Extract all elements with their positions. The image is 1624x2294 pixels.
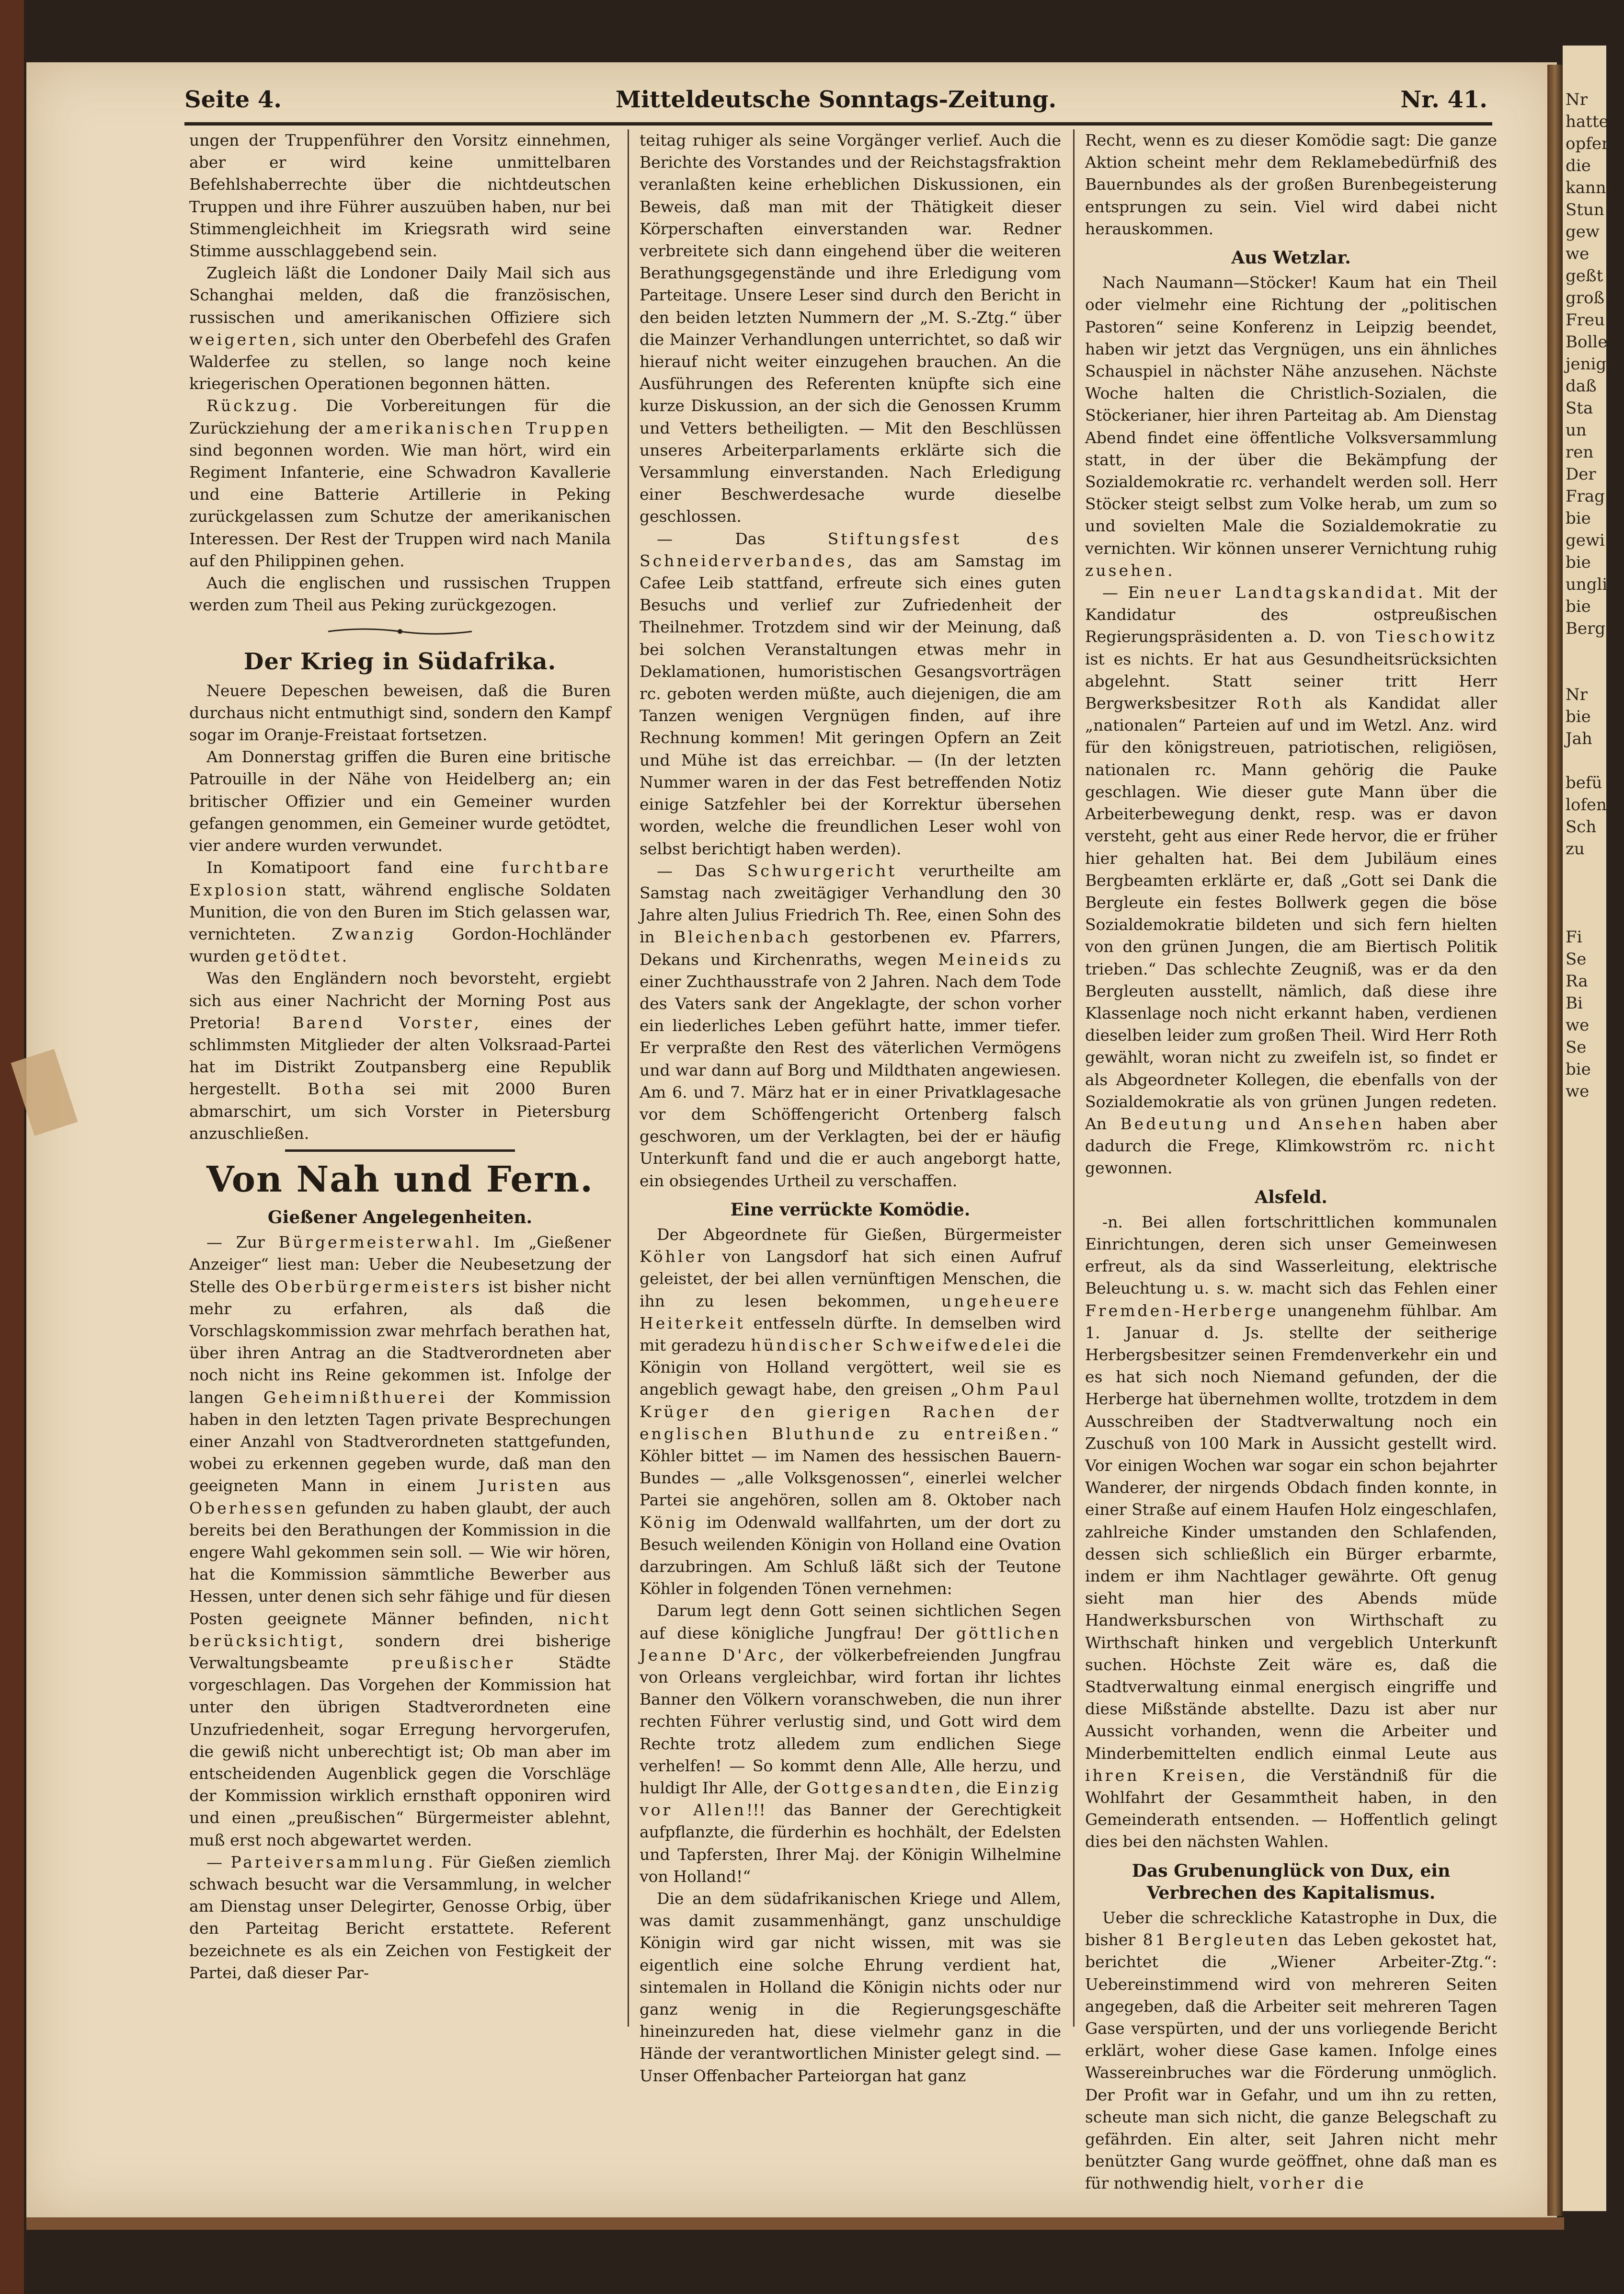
- text-run: von Langsdorf hat sich einen Aufruf geleistet, der bei allen vernünftigen Menschen, die ihn zu lesen bekommen,: [640, 1247, 1061, 1310]
- text-run: , eines der schlimmsten Mitglieder der alten Volksraad-Partei hat im Distrikt Zoutpansberg eine Republik hergestellt.: [189, 1013, 611, 1099]
- adjacent-page-text: bie: [1566, 1060, 1591, 1079]
- text-run: ist es nichts. Er hat aus Gesundheitsrücksichten abgelehnt. Statt seiner tritt Herr Bergwerksbesitzer: [1085, 649, 1497, 713]
- text-run: als Kandidat aller „nationalen“ Parteien auf und im Wetzl. Anz. wird für den königstreuen, patriotischen, religiösen, nationalen rc. Mann gehörig die Pauke geschlagen. Wie dieser gute Mann über die Arbeiterbewegung denkt, resp. was er davon versteht, geht aus einer Rede hervor, die er früher hier gehalten hat. Bei dem Jubiläum eines Bergbeamten erklärte er, daß „Gott sei Dank die Bergleute ein festes Bollwerk gegen die böse Sozialdemokratie bildeten und sich fern hielten von den grünen Jungen, die am Biertisch Politik trieben.“ Das schlechte Zeugniß, was er da den Bergleuten ausstellt, nämlich, daß diese ihre Klassenlage noch nicht erkannt haben, verdienen dieselben leider zum großen Theil. Wird Herr Roth gewählt, woran nicht zu zweifeln ist, so findet er als Abgeordneter Kollegen, die ebenfalls von der Sozialdemokratie als von grünen Jungen redeten. An: [1085, 694, 1497, 1133]
- text-run: der Kommission haben in den letzten Tagen private Besprechungen einer Anzahl von Stadtverordneten stattgefunden, wobei zu erkennen gegeben wurde, daß man den geeigneten Mann in einem: [189, 1388, 611, 1495]
- binding-edge: [1547, 65, 1563, 2216]
- spaced-text: Juristen: [478, 1476, 561, 1495]
- adjacent-page-text: geßt: [1566, 266, 1603, 286]
- section-divider: [285, 1149, 515, 1152]
- adjacent-page-text: jeniger: [1566, 355, 1624, 374]
- text-run: . Die Vorbereitungen für die Zurückziehung der: [189, 396, 611, 437]
- text-run: statt, während englische Soldaten Munition, die von den Buren im Stich gelassen war, vernichteten.: [189, 880, 611, 943]
- text-run: Der Abgeordnete für Gießen, Bürgermeister: [657, 1225, 1061, 1244]
- article-paragraph: Auch die englischen und russischen Truppen werden zum Theil aus Peking zurückgezogen.: [189, 574, 611, 615]
- adjacent-page-text: hatte: [1566, 112, 1609, 131]
- article-paragraph: Am Donnerstag griffen die Buren eine britische Patrouille in der Nähe von Heidelberg an; ein britischer Offizier und ein Gemeiner wurden gefangen genommen, ein Gemeiner wurde getödtet, vier andere wurden verwundet.: [189, 747, 611, 855]
- article-paragraph: Recht, wenn es zu dieser Komödie sagt: Die ganze Aktion scheint mehr dem Reklamebedürfniß des Bauernbundes als der großen Burenbegeisterung entsprungen zu sein. Viel wird dabei nicht herauskommen.: [1085, 131, 1497, 238]
- spaced-text: Meineids: [938, 950, 1031, 969]
- column-separator: [628, 129, 629, 2027]
- page-header: [184, 82, 1487, 121]
- text-run: . Mit der Kandidatur des ostpreußischen Regierungspräsidenten a. D. von: [1085, 583, 1497, 646]
- issue-number: Nr. 41.: [1400, 86, 1487, 113]
- spaced-text: Geheimnißthuerei: [263, 1388, 447, 1407]
- text-run: gestorbenen ev. Pfarrers, Dekans und Kirchenraths, wegen: [640, 928, 1061, 969]
- article-paragraph: [1085, 1907, 1497, 2195]
- spaced-text: Einzig vor Allen: [640, 1778, 1062, 1820]
- adjacent-page-text: Bolle: [1566, 333, 1608, 352]
- binding-background: [0, 0, 24, 2294]
- text-run: sei mit 2000 Buren abmarschirt, um sich Vorster in Pietersburg anzuschließen.: [189, 1079, 611, 1143]
- article-paragraph: [1085, 582, 1497, 1179]
- article-paragraph: teitag ruhiger als seine Vorgänger verlief. Auch die Berichte des Vorstandes und der Reichstagsfraktion veranlaßten keine erheblichen Diskussionen, ein Beweis, daß man mit der Thätigkeit dieser Körperschaften einverstanden war. Redner verbreitete sich dann eingehend über die weiteren Berathungsgegenstände und ihre Erledigung vom Parteitage. Unsere Leser sind durch den Bericht in den beiden letzten Nummern der „M. S.-Ztg.“ über die Mainzer Verhandlungen unterrichtet, so daß wir hierauf nicht weiter einzugehen brauchen. An die Ausführungen des Referenten knüpfte sich eine kurze Diskussion, an der sich die Genossen Krumm und Vetters betheiligten. — Mit den Beschlüssen unseres Arbeiterparlaments erklärte sich die Versammlung einverstanden. Nach Erledigung einer Beschwerdesache wurde dieselbe geschlossen.: [640, 131, 1061, 526]
- article-paragraph: [640, 1600, 1061, 1888]
- text-run: , sondern drei bisherige Verwaltungsbeamte: [189, 1631, 611, 1672]
- text-run: Nach Naumann—Stöcker! Kaum hat ein Theil oder vielmehr eine Richtung der „politischen Pastoren“ seine Konferenz in Leipzig beendet, haben wir jetzt das Vergnügen, uns ein ähnliches Schauspiel in nächster Nähe anzusehen. Nächste Woche halten die Christlich-Sozialen, die Stöckerianer, hier ihren Parteitag ab. Am Dienstag Abend findet eine öffentliche Volksversammlung statt, in der über die Bekämpfung der Sozialdemokratie rc. verhandelt werden soll. Herr Stöcker steigt selbst zum Volke herab, um zum so und sovielten Male die Sozialdemokratie zu vernichten. Wir können unserer Vernichtung ruhig: [1085, 273, 1497, 558]
- article-paragraph: ungen der Truppenführer den Vorsitz einnehmen, aber er wird keine unmittelbaren Befehlshaberrechte über die nichtdeutschen Truppen und ihre Führer auszuüben haben, nur bei Stimmengleichheit im Kriegsrath wird seine Stimme ausschlaggebend sein.: [189, 131, 611, 261]
- spaced-text: amerikanischen Truppen: [354, 418, 611, 437]
- spaced-text: Oberhessen: [189, 1498, 309, 1517]
- adjacent-page-text: Se: [1566, 1038, 1587, 1057]
- adjacent-page-text: Se: [1566, 950, 1587, 969]
- article-paragraph: Neuere Depeschen beweisen, daß die Buren durchaus nicht entmuthigt sind, sondern den Kampf sogar im Oranje-Freistaat fortsetzen.: [189, 681, 611, 745]
- article-paragraph: [189, 262, 611, 395]
- text-run: das Leben gekostet hat, berichtet die „Wiener Arbeiter-Ztg.“: Uebereinstimmend wird von mehreren Seiten angegeben, daß die Arbeiter seit mehreren Tagen Gase verspürten, und der uns vorliegende Bericht erklärt, woher diese Gase kamen. Infolge eines Wassereinbruches war die Förderung unmöglich. Der Profit war in Gefahr, und um ihn zu retten, scheute man sich nicht, die ganze Belegschaft zu gefährden. Ein alter, seit Jahren nicht mehr benützter Gang wurde geöffnet, ohne daß man es für nothwendig hielt,: [1085, 1930, 1497, 2193]
- spaced-text: Bleichenbach: [674, 928, 811, 947]
- adjacent-page-text: kannt: [1566, 178, 1613, 197]
- text-run: Köhler bittet — im Namen des hessischen Bauern-Bundes — „alle Volksgenossen“, einerlei welcher Partei sie angehören, sollen am 8. Oktober nach: [640, 1446, 1061, 1510]
- adjacent-page-text: daß: [1566, 377, 1597, 396]
- adjacent-page-text: zu: [1566, 839, 1585, 859]
- spaced-text: Fremden-Herberge: [1085, 1301, 1279, 1320]
- text-run: , der völkerbefreienden Jungfrau von Orleans vergleichbar, wird fortan ihr lichtes Banner den Völkern voranschweben, die nun ihrer rechten Führer verlustig sind, und Gott wird dem Rechte trotz alledem zum endlichen Siege verhelfen! — So kommt denn Alle, Alle herzu, und huldigt Ihr Alle, der: [640, 1645, 1062, 1798]
- adjacent-page-text: Berg: [1566, 619, 1606, 638]
- article-paragraph: [189, 1231, 611, 1851]
- spaced-text: vorher die: [1259, 2174, 1366, 2193]
- adjacent-page-text: Freu: [1566, 310, 1605, 330]
- text-run: , sich unter den Oberbefehl des Grafen Walderfee zu stellen, so lange noch keine kriegerischen Operationen begonnen hätten.: [189, 330, 611, 393]
- adjacent-page-text: bie: [1566, 509, 1591, 528]
- adjacent-page-text: befü: [1566, 773, 1602, 792]
- adjacent-page-fragment: [1563, 46, 1624, 2211]
- column-1: [189, 129, 611, 2027]
- article-paragraph: [189, 967, 611, 1145]
- spaced-text: ungeheuere Heiterkeit: [640, 1291, 1061, 1332]
- article-paragraph: Nach Naumann—Stöcker! Kaum hat ein Theil oder vielmehr eine Richtung der „politischen Pastoren“ seine Konferenz in Leipzig beendet, haben wir jetzt das Vergnügen, uns ein ähnliches Schauspiel in nächster Nähe anzusehen. Nächste Woche halten die Christlich-Sozialen, die Stöckerianer, hier ihren Parteitag ab. Am Dienstag Abend findet eine öffentliche Volksversammlung statt, in der über die Bekämpfung der Sozialdemokratie rc. verhandelt werden soll. Herr Stöcker steigt selbst zum Volke herab, um zum so und sovielten Male die Sozialdemokratie zu vernichten. Wir können unserer Vernichtung ruhig zusehen.: [1085, 273, 1497, 580]
- article-paragraph: [189, 395, 611, 572]
- text-run: entfesseln dürfte. In demselben wird mit geradezu: [640, 1313, 1061, 1354]
- adjacent-page-text: un: [1566, 421, 1587, 440]
- column-separator: [1073, 129, 1075, 2027]
- newspaper-title: Mitteldeutsche Sonntags-Zeitung.: [615, 86, 1057, 113]
- article-paragraph: [640, 1224, 1061, 1600]
- section-heading: Das Grubenunglück von Dux, ein Verbrechen des Kapitalismus.: [1132, 1860, 1451, 1903]
- header-rule: [184, 122, 1492, 126]
- spaced-text: neuer Landtagskandidat: [1164, 583, 1418, 602]
- spaced-text: Roth: [1257, 694, 1304, 713]
- text-run: die Königin von Holland vergöttert, weil sie es angeblich gewagt habe, den greisen: [640, 1335, 1062, 1399]
- text-run: , die Verständniß für die Wohlfahrt der Gesammtheit haben, in den Gemeinderath entsenden. — Hoffentlich gelingt dies bei den nächsten Wahlen.: [1085, 1766, 1497, 1851]
- adjacent-page-text: Stun: [1566, 200, 1604, 219]
- adjacent-page-text: gewi: [1566, 531, 1605, 550]
- column-3: [1085, 129, 1498, 2193]
- article-paragraph: [640, 860, 1061, 1192]
- section-heading: Alsfeld.: [1255, 1187, 1327, 1207]
- ornament-divider: [328, 627, 472, 636]
- main-section-heading: Von Nah und Fern.: [206, 1158, 594, 1200]
- text-run: Gordon-Hochländer wurden: [189, 924, 611, 966]
- spaced-text: Oberbürgermeisters: [275, 1277, 482, 1296]
- adjacent-page-text: Sta: [1566, 399, 1593, 418]
- text-run: —: [206, 1852, 222, 1871]
- adjacent-page-text: ungli: [1566, 575, 1608, 594]
- spaced-text: Parteiversammlung: [230, 1852, 428, 1871]
- section-heading: Aus Wetzlar.: [1231, 248, 1351, 268]
- article-paragraph: [1085, 1211, 1497, 1853]
- text-run: ist bisher nicht mehr zu erfahren, als daß die Vorschlagskommission zwar mehrfach berathen hat, über ihren Antrag an die Stadtverordneten aber noch nicht ins Reine gekommen ist. Infolge der langen: [189, 1277, 611, 1407]
- adjacent-page-text: we: [1566, 1016, 1590, 1035]
- adjacent-page-text: groß: [1566, 288, 1605, 308]
- spaced-text: göttlichen Jeanne D'Arc: [640, 1623, 1061, 1664]
- text-run: Städte vorgeschlagen. Das Vorgehen der Kommission hat unter den übrigen Stadtverordneten eine Unzufriedenheit, sogar Erregung hervorgerufen, die gewiß nicht unberechtigt ist; Ob man aber im entscheidenden Augenblick gegen die Vorschläge der Kommission wirklich ernsthaft opponiren wird und einen „preußischen“ Bürgermeister ablehnt, muß erst noch abgewartet werden.: [189, 1653, 611, 1849]
- adjacent-page-text: Sch: [1566, 817, 1597, 837]
- spaced-text: weigerten: [189, 330, 292, 349]
- spaced-text: hündischer Schweifwedelei: [751, 1335, 1031, 1354]
- text-run: -n. Bei allen fortschrittlichen kommunalen Einrichtungen, deren sich unser Gemeinwesen erfreut, als da sind Wasserleitung, elektrische Beleuchtung u. s. w. macht sich das Fehlen einer: [1085, 1212, 1497, 1298]
- text-run: haben aber dadurch die Frege, Klimkowström rc.: [1085, 1114, 1497, 1156]
- spaced-text: Tieschowitz: [1375, 627, 1498, 646]
- spaced-text: Stiftungsfest des Schneiderverbandes: [640, 529, 1061, 570]
- text-run: aus: [583, 1476, 611, 1495]
- subsection-heading: Gießener Angelegenheiten.: [267, 1207, 533, 1227]
- text-run: Ueber die schreckliche Katastrophe in Dux, die bisher: [1085, 1908, 1497, 1950]
- text-run: gewonnen.: [1085, 1158, 1173, 1178]
- adjacent-page-text: die: [1566, 156, 1591, 175]
- adjacent-page-text: we: [1566, 244, 1590, 264]
- adjacent-page-text: Nr: [1566, 685, 1588, 704]
- spaced-text: 81 Bergleuten: [1143, 1930, 1291, 1950]
- article-paragraph: [189, 1851, 611, 1984]
- spaced-text: Köhler: [640, 1247, 707, 1266]
- page-number-label: Seite 4.: [184, 86, 282, 113]
- spaced-text: Rückzug: [206, 396, 293, 415]
- section-heading: Eine verrückte Komödie.: [730, 1199, 971, 1220]
- spaced-text: furchtbare Explosion: [189, 858, 611, 899]
- adjacent-page-text: opfer: [1566, 134, 1610, 153]
- adjacent-page-text: Bi: [1566, 994, 1583, 1013]
- text-run: sind begonnen worden. Wie man hört, wird ein Regiment Infanterie, eine Schwadron Kavallerie und eine Batterie Artillerie in Peking zurückgelassen zum Schutze der amerikanischen Interessen. Der Rest der Truppen wird nach Manila auf den Philippinen gehen.: [189, 440, 611, 570]
- text-run: . Im „Gießener Anzeiger“ liest man: Ueber die Neubesetzung der Stelle des: [189, 1233, 611, 1296]
- text-run: gefunden zu haben glaubt, der auch bereits bei den Berathungen der Kommission in die engere Wahl gekommen sein soll. — Wie wir hören, hat die Kommission sämmtliche Bewerber aus Hessen, unter denen sich sehr fähige und für diesen Posten geeignete Männer befinden,: [189, 1498, 611, 1628]
- spaced-text: Bürgermeisterwahl: [278, 1233, 475, 1252]
- spaced-text: ihren Kreisen: [1085, 1766, 1241, 1785]
- text-run: !!! das Banner der Gerechtigkeit aufpflanzte, die fürderhin es hochhält, der Edelsten und Tapfersten, Ihrer Maj. der Königin Wilhelmine von Holland!“: [640, 1801, 1061, 1886]
- spaced-text: Barend Vorster: [292, 1013, 474, 1032]
- text-run: unangenehm fühlbar. Am 1. Januar d. Js. stellte der seitherige Herbergsbesitzer seinen Fremdenverkehr ein und es hat sich noch Niemand gefunden, der die Herberge hat übernehmen wollte, trotzdem in dem Ausschreiben der Stadtverwaltung noch ein Zuschuß von 100 Mark in Aussicht gestellt wird. Vor einigen Wochen war sogar ein schon bejahrter Wanderer, der nirgends Obdach finden konnte, in einer Straße auf einem Haufen Holz eingeschlafen, zahlreiche Kinder umstanden den Schlafenden, dessen sich schließlich ein Bürger erbarmte, indem er ihm Nachtlager gewährte. Oft genug sieht man hier des Abends müde Handwerksburschen von Wirthschaft zu Wirthschaft hinken und vergeblich Unterkunft suchen. Höchste Zeit wäre es, daß die Stadtverwaltung einmal energisch eingriffe und diese Mißstände abstellte. Dazu ist aber nur Aussicht vorhanden, wenn die Arbeiter und Minderbemittelten endlich einmal Leute aus: [1085, 1301, 1497, 1763]
- spaced-text: Schwurgericht: [747, 861, 897, 880]
- adjacent-page-text: lofen: [1566, 795, 1607, 814]
- spaced-text: Bedeutung und Ansehen: [1120, 1114, 1384, 1133]
- spaced-text: zusehen: [1085, 561, 1168, 580]
- text-run: — Das: [657, 529, 766, 548]
- adjacent-page-text: Nr: [1566, 90, 1588, 109]
- adjacent-page-text: Jah: [1566, 729, 1592, 748]
- page-bottom-edge: [26, 2217, 1564, 2230]
- text-run: Zugleich läßt die Londoner Daily Mail sich aus Schanghai melden, daß die französischen, russischen und amerikanischen Offiziere sich: [189, 264, 611, 327]
- text-run: , das am Samstag im Cafee Leib stattfand, erfreute sich eines guten Besuchs und verlief zur Zufriedenheit der Theilnehmer. Trotzdem sind wir der Meinung, daß bei solchen Veranstaltungen etwas mehr in Deklamationen, humoristischen Gesangsvorträgen rc. geboten werden müßte, auch diejenigen, die am Tanzen wenigen Vergnügen finden, auf ihre Rechnung kommen! Mit geringen Opfern an Zeit und Mühe ist das erreichbar. — (In der letzten Nummer waren in der das Fest betreffenden Notiz einige Satzfehler bei der Korrektur übersehen worden, welche die freundlichen Leser wohl von selbst berichtigt haben werden).: [640, 551, 1061, 858]
- spaced-text: nicht: [1444, 1136, 1497, 1156]
- column-2: [640, 129, 1062, 2085]
- adjacent-page-text: Ra: [1566, 972, 1588, 991]
- text-run: , die: [955, 1778, 991, 1798]
- text-run: zu einer Zuchthausstrafe von 2 Jahren. Nach dem Tode des Vaters sank der Angeklagte, der schon vorher ein liederliches Leben geführt hatte, immer tiefer. Er verpraßte den Rest des väterlichen Vermögens und war dann auf Borg und Mildthaten angewiesen. Am 6. und 7. März hat er in einer Privatklagesache vor dem Schöffengericht Ortenberg falsch geschworen, um der Verklagten, bei der er häufig Unterkunft fand und die er auch angeborgt hatte, ein obsiegendes Urtheil zu verschaffen.: [640, 950, 1061, 1190]
- spaced-text: König: [640, 1513, 698, 1532]
- spaced-text: nicht berücksichtigt: [189, 1609, 611, 1650]
- adjacent-page-text: ren: [1566, 443, 1594, 462]
- spaced-text: Zwanzig: [332, 924, 416, 943]
- spaced-text: preußischer: [392, 1653, 515, 1672]
- spaced-text: Gottgesandten: [806, 1778, 956, 1798]
- article-paragraph: Die an dem südafrikanischen Kriege und Allem, was damit zusammenhängt, ganz unschuldige Königin wird gar nicht wissen, mit was sie eigentlich eine solche Ehrung verdient hat, sintemalen in Holland die Königin nichts oder nur ganz wenig in die Regierungsgeschäfte hineinzureden hat, diese vielmehr ganz in die Hände der verantwortlichen Minister gelegt sind. — Unser Offenbacher Parteiorgan hat ganz: [640, 1889, 1061, 2085]
- adjacent-page-text: Der: [1566, 465, 1596, 484]
- adjacent-page-text: bie: [1566, 707, 1591, 726]
- text-run: — Zur: [206, 1233, 265, 1252]
- adjacent-page-text: bie: [1566, 597, 1591, 616]
- text-run: — Das: [657, 861, 725, 880]
- adjacent-page-text: bie: [1566, 553, 1591, 572]
- text-run: In Komatipoort fand eine: [206, 858, 474, 877]
- spaced-text: Botha: [308, 1079, 367, 1099]
- text-run: . Für Gießen ziemlich schwach besucht war die Versammlung, in welcher am Dienstag unser Delegirter, Genosse Orbig, über den Parteitag Bericht erstattete. Referent bezeichnete es als ein Zeichen von Festigkeit der Partei, daß dieser Par-: [189, 1852, 611, 1982]
- article-paragraph: In Komatipoort fand eine furchtbare Explosion statt, während englische Soldaten Munition, die von den Buren im Stich gelassen war, vernichteten. Zwanzig Gordon-Hochländer wurden getödtet.: [189, 858, 611, 966]
- text-run: Was den Engländern noch bevorsteht, ergiebt sich aus einer Nachricht der Morning Post aus Pretoria!: [189, 969, 611, 1032]
- adjacent-page-text: we: [1566, 1082, 1590, 1101]
- text-run: verurtheilte am Samstag nach zweitägiger Verhandlung den 30 Jahre alten Julius Friedrich Th. Ree, einen Sohn des in: [640, 861, 1061, 947]
- adjacent-page-text: Frag: [1566, 487, 1605, 506]
- text-run: im Odenwald wallfahrten, um der dort zu Besuch weilenden Königin von Holland eine Ovation darzubringen. Am Schluß läßt sich der Teutone Köhler in folgenden Tönen vernehmen:: [640, 1513, 1062, 1598]
- adjacent-page-text: gew: [1566, 222, 1600, 241]
- spaced-text: getödtet: [255, 947, 342, 966]
- text-run: — Ein: [1102, 583, 1155, 602]
- spaced-text: „Ohm Paul Krüger den gierigen Rachen der englischen Bluthunde zu entreißen.“: [640, 1380, 1061, 1443]
- text-run: Darum legt denn Gott seinen sichtlichen Segen auf diese königliche Jungfrau! Der: [640, 1601, 1061, 1642]
- section-heading: Der Krieg in Südafrika.: [243, 648, 557, 676]
- article-paragraph: [640, 528, 1061, 860]
- adjacent-page-text: Fi: [1566, 928, 1582, 947]
